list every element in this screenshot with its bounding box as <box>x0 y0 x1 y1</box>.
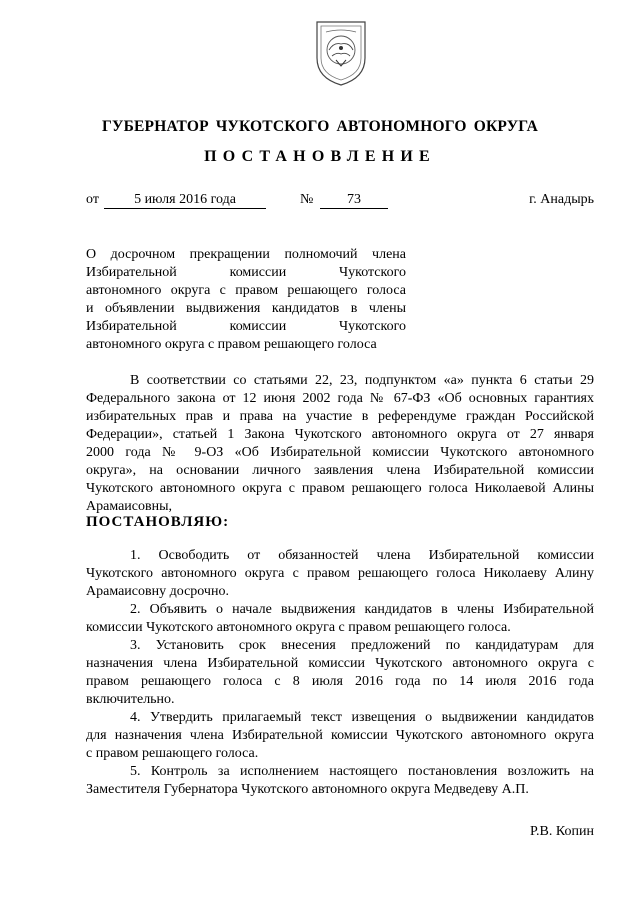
item-3-line: правом решающего голоса с 8 июля 2016 года по 14 июля 2016 года <box>86 674 594 689</box>
decree-title: ПОСТАНОВЛЕНИЕ <box>204 148 436 165</box>
subject-line: автономного округа с правом решающего голоса <box>86 283 406 298</box>
decree-subject <box>86 246 406 354</box>
subject-line: и объявлении выдвижения кандидатов в члены <box>86 301 406 316</box>
number-sign-label: № <box>300 192 314 207</box>
item-5-line: 5. Контроль за исполнением настоящего постановления возложить на <box>130 764 594 779</box>
item-1-line: 1. Освободить от обязанностей члена Избирательной комиссии <box>130 548 594 563</box>
item-5-line: Заместителя Губернатора Чукотского автономного округа Медведеву А.П. <box>86 782 529 797</box>
preamble-line: 2000 года № 9-ОЗ «Об Избирательной комиссии Чукотского автономного <box>86 445 594 460</box>
decree-date: 5 июля 2016 года <box>104 192 266 209</box>
decree-items <box>86 547 594 799</box>
preamble-paragraph <box>86 372 594 516</box>
preamble-line: Чукотского автономного округа с правом решающего голоса Николаевой Алины <box>86 481 594 496</box>
subject-line: Избирательной комиссии Чукотского <box>86 265 406 280</box>
preamble-line: избирательных прав и права на участие в референдуме граждан Российской <box>86 409 594 424</box>
preamble-line: В соответствии со статьями 22, 23, подпунктом «а» пункта 6 статьи 29 <box>130 373 594 388</box>
governor-title: ГУБЕРНАТОР ЧУКОТСКОГО АВТОНОМНОГО ОКРУГА <box>101 118 539 135</box>
item-2-line: 2. Объявить о начале выдвижения кандидатов в члены Избирательной <box>130 602 594 617</box>
decree-number: 73 <box>320 192 388 209</box>
preamble-line: Федерации», статьей 1 Закона Чукотского автономного округа от 27 января <box>86 427 594 442</box>
item-3-line: 3. Установить срок внесения предложений по кандидатурам для <box>130 638 594 653</box>
decree-city: г. Анадырь <box>529 192 594 207</box>
item-3-line: назначения члена Избирательной комиссии Чукотского автономного округа с <box>86 656 594 671</box>
preamble-line: Федерального закона от 12 июня 2002 года № 67-ФЗ «Об основных гарантиях <box>86 391 594 406</box>
subject-line: О досрочном прекращении полномочий члена <box>86 247 406 262</box>
item-2-line: комиссии Чукотского автономного округа с правом решающего голоса. <box>86 620 511 635</box>
item-3-line: включительно. <box>86 692 175 707</box>
resolve-heading: ПОСТАНОВЛЯЮ: <box>86 514 230 530</box>
subject-line: Избирательной комиссии Чукотского <box>86 319 406 334</box>
item-4-line: 4. Утвердить прилагаемый текст извещения о выдвижении кандидатов <box>130 710 594 725</box>
item-4-line: с правом решающего голоса. <box>86 746 259 761</box>
date-prefix-label: от <box>86 192 99 207</box>
subject-line: автономного округа с правом решающего голоса <box>86 337 377 352</box>
item-1-line: Арамаисовну досрочно. <box>86 584 229 599</box>
signatory-name: Р.В. Копин <box>530 824 594 839</box>
item-1-line: Чукотского автономного округа с правом решающего голоса Николаеву Алину <box>86 566 594 581</box>
decree-meta-row <box>86 192 594 210</box>
coat-of-arms-emblem-icon <box>312 18 370 88</box>
preamble-line: округа», на основании личного заявления члена Избирательной комиссии <box>86 463 594 478</box>
preamble-line: Арамаисовны, <box>86 499 173 514</box>
item-4-line: для назначения члена Избирательной комиссии Чукотского автономного округа <box>86 728 594 743</box>
